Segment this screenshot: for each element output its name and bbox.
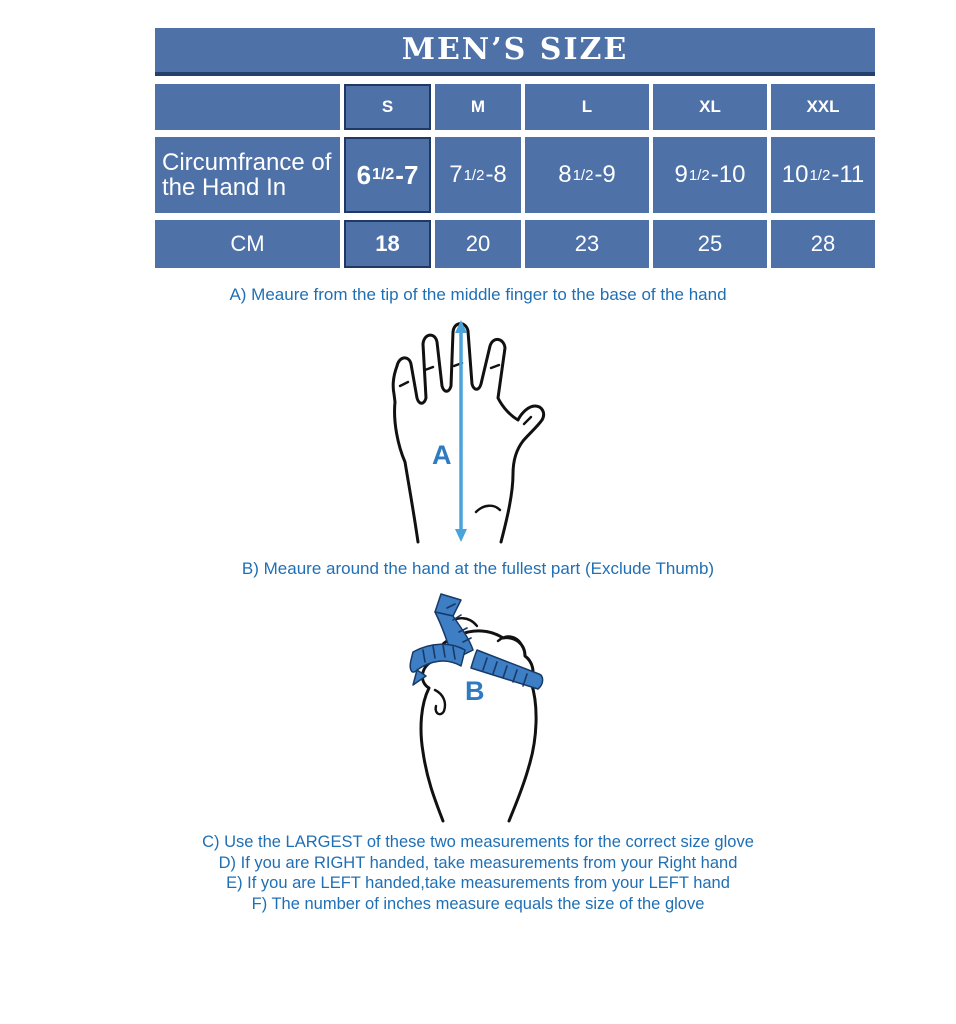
value-frac: 1/2 [463,166,485,184]
palm-crease [476,506,500,512]
value-pre: 9 [674,161,688,188]
cm-value-m: 20 [435,220,521,268]
value-post: -11 [831,161,865,188]
value-frac: 1/2 [572,166,594,184]
cm-value-xxl: 28 [771,220,875,268]
hand-length-illustration [388,313,552,545]
value-pre: 10 [781,161,809,188]
value-pre: 8 [558,161,572,188]
value-frac: 1/2 [809,166,831,184]
instruction-c: C) Use the LARGEST of these two measurements for the correct size glove [202,833,754,851]
circumference-row [155,137,875,213]
cm-value-s: 18 [344,220,431,268]
size-header-m: M [435,84,521,130]
circumference-value-m [435,137,521,213]
value-pre: 7 [449,161,463,188]
finger-crease [425,367,433,370]
finger-crease [400,382,408,386]
size-header-l: L [525,84,649,130]
value-frac: 1/2 [688,166,710,184]
value-frac: 1/2 [372,166,395,183]
value-pre: 6 [356,159,372,190]
size-header-xl: XL [653,84,767,130]
open-hand-outline [393,324,543,542]
circumference-label: Circumfrance of the Hand In [155,137,340,213]
knuckle-hook-line [435,690,445,714]
circumference-value-s [344,137,431,213]
arrow-head-bottom-icon [455,529,467,542]
diagram-label-b: B [465,676,485,706]
finger-crease [491,365,499,368]
circumference-value-xxl [771,137,875,213]
cm-value-xl: 25 [653,220,767,268]
diagram-label-a: A [432,440,452,470]
corner-cell [155,84,340,130]
cm-value-l: 23 [525,220,649,268]
thumb-crease [524,417,531,424]
value-post: -9 [594,161,616,188]
cm-label: CM [155,220,340,268]
size-header-s: S [344,84,431,130]
mens-size-table [155,28,875,275]
value-post: -7 [395,159,419,190]
size-header-row [155,84,875,130]
circumference-value-l [525,137,649,213]
fist-circumference-illustration [403,588,548,823]
instruction-e: E) If you are LEFT handed,take measurements from your LEFT hand [226,874,730,892]
instruction-d: D) If you are RIGHT handed, take measurements from your Right hand [218,853,738,872]
table-title: MEN’S SIZE [155,28,875,76]
tape-left-band-icon [410,644,465,672]
cm-row [155,220,875,268]
value-post: -10 [710,161,746,188]
size-header-xxl: XXL [771,84,875,130]
instruction-b: B) Meaure around the hand at the fullest part (Exclude Thumb) [241,559,715,578]
circumference-value-xl [653,137,767,213]
value-post: -8 [485,161,507,188]
instructions-cdef [0,832,956,914]
instruction-f: F) The number of inches measure equals the size of the glove [251,894,705,913]
instruction-a: A) Meaure from the tip of the middle finger to the base of the hand [229,285,727,304]
